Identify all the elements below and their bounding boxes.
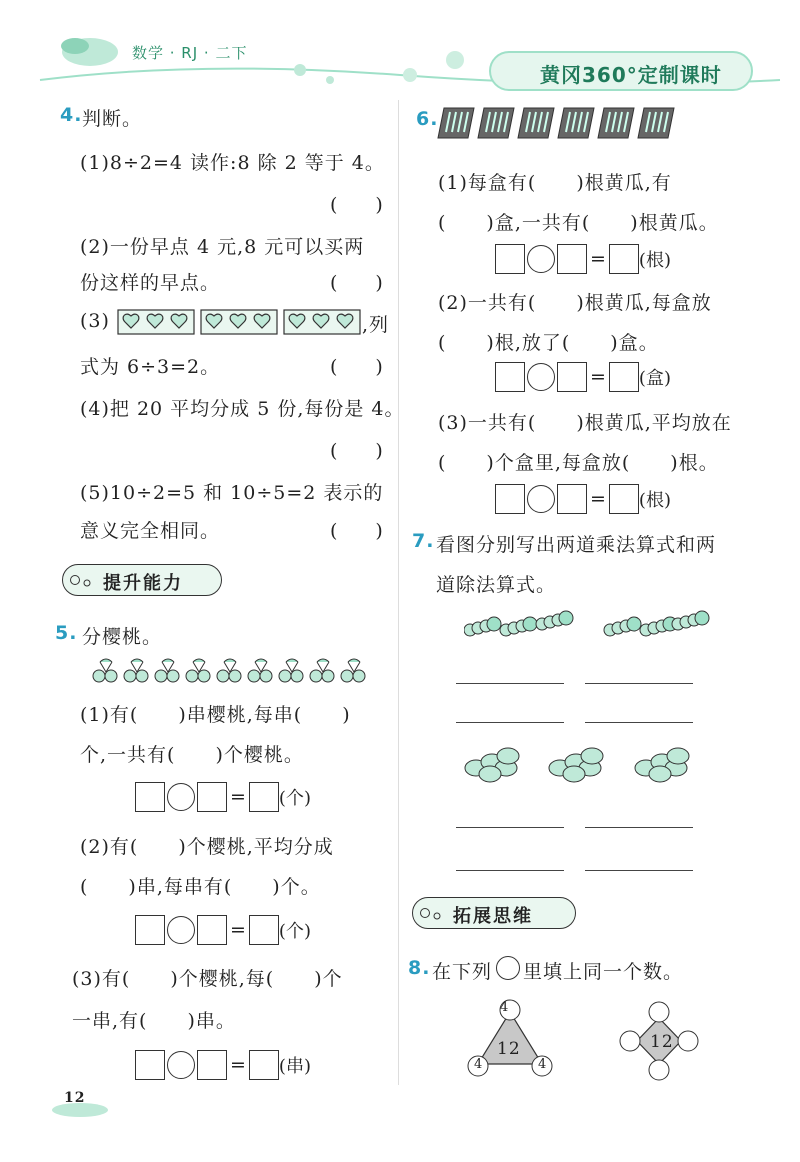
- section-title: 拓展思维: [453, 906, 533, 927]
- triangle-left-value: 4: [474, 1057, 484, 1072]
- answer-box[interactable]: [609, 362, 639, 392]
- equals-sign: =: [230, 1054, 246, 1076]
- answer-box[interactable]: [609, 244, 639, 274]
- equation-row-1: [135, 782, 311, 812]
- q4-item-2b: 份这样的早点。: [80, 272, 221, 294]
- header-subject: 数学 · RJ · 二下: [132, 44, 248, 62]
- q4-item-5b: 意义完全相同。: [80, 520, 221, 542]
- triangle-right-value: 4: [538, 1057, 548, 1072]
- equation-row-4: [495, 244, 671, 274]
- hearts-groups-image: [117, 308, 362, 336]
- section-banner-improve: [62, 564, 222, 596]
- caterpillars-image: [464, 600, 714, 644]
- answer-box[interactable]: [249, 915, 279, 945]
- q8-number: 8.: [408, 957, 431, 979]
- answer-box[interactable]: [135, 782, 165, 812]
- q5-line-3: (2)有( )个樱桃,平均分成: [80, 836, 334, 858]
- answer-line[interactable]: [456, 870, 564, 871]
- q6-line-2: ( )盒,一共有( )根黄瓜。: [438, 212, 719, 234]
- answer-line[interactable]: [585, 870, 693, 871]
- q4-item-1: (1)8÷2=4 读作:8 除 2 等于 4。: [80, 152, 385, 174]
- answer-box[interactable]: [557, 244, 587, 274]
- answer-box[interactable]: [135, 915, 165, 945]
- answer-paren: ( ): [330, 272, 383, 294]
- operator-circle[interactable]: [167, 783, 195, 811]
- operator-circle[interactable]: [167, 916, 195, 944]
- answer-line[interactable]: [585, 722, 693, 723]
- bubbles-icon: [419, 904, 449, 922]
- q6-line-6: ( )个盒里,每盒放( )根。: [438, 452, 719, 474]
- answer-box[interactable]: [495, 484, 525, 514]
- q5-line-1: (1)有( )串樱桃,每串( ): [80, 704, 351, 726]
- answer-box[interactable]: [557, 362, 587, 392]
- q7-line-1: 看图分别写出两道乘法算式和两: [436, 534, 717, 556]
- answer-line[interactable]: [585, 683, 693, 684]
- diamond-center-value: 12: [650, 1032, 674, 1052]
- equation-row-6: [495, 484, 671, 514]
- unit-label: (个): [278, 921, 311, 942]
- q5-line-4: ( )串,每串有( )个。: [80, 876, 321, 898]
- q5-line-2: 个,一共有( )个樱桃。: [80, 744, 304, 766]
- answer-line[interactable]: [456, 827, 564, 828]
- answer-line[interactable]: [585, 827, 693, 828]
- q5-number: 5.: [55, 622, 78, 644]
- unit-label: (个): [278, 788, 311, 809]
- answer-paren: ( ): [330, 356, 383, 378]
- q7-line-2: 道除法算式。: [436, 574, 557, 596]
- answer-box[interactable]: [249, 782, 279, 812]
- equation-row-2: [135, 915, 311, 945]
- answer-line[interactable]: [456, 683, 564, 684]
- q5-line-5: (3)有( )个樱桃,每( )个: [72, 968, 343, 990]
- q6-line-3: (2)一共有( )根黄瓜,每盒放: [438, 292, 712, 314]
- unit-label: (根): [638, 250, 671, 271]
- equals-sign: =: [590, 488, 606, 510]
- header-brand: 黄冈360°定制课时: [540, 63, 722, 87]
- equation-row-5: [495, 362, 671, 392]
- q8-text-before: 在下列: [432, 961, 493, 983]
- equation-row-3: [135, 1050, 311, 1080]
- answer-box[interactable]: [197, 915, 227, 945]
- operator-circle[interactable]: [527, 363, 555, 391]
- q4-item-3: (3): [80, 310, 110, 332]
- answer-paren: ( ): [330, 440, 383, 462]
- q4-number: 4.: [60, 104, 83, 126]
- bubbles-icon: [69, 571, 99, 589]
- q4-item-2: (2)一份早点 4 元,8 元可以买两: [80, 236, 365, 258]
- q4-item-3b: 式为 6÷3=2。: [80, 356, 221, 378]
- answer-box[interactable]: [557, 484, 587, 514]
- cucumber-boxes-image: [436, 104, 676, 142]
- q6-line-1: (1)每盒有( )根黄瓜,有: [438, 172, 672, 194]
- answer-paren: ( ): [330, 194, 383, 216]
- q4-item-5: (5)10÷2=5 和 10÷5=2 表示的: [80, 482, 384, 504]
- unit-label: (根): [638, 490, 671, 511]
- answer-line[interactable]: [456, 722, 564, 723]
- q4-title: 判断。: [82, 108, 143, 130]
- answer-paren: ( ): [330, 520, 383, 542]
- cherries-image: [92, 656, 372, 686]
- answer-box[interactable]: [197, 782, 227, 812]
- q8-text-after: 里填上同一个数。: [523, 961, 684, 983]
- answer-box[interactable]: [609, 484, 639, 514]
- operator-circle[interactable]: [527, 245, 555, 273]
- q6-line-4: ( )根,放了( )盒。: [438, 332, 659, 354]
- triangle-top-value: 4: [500, 1000, 510, 1015]
- q4-item-4: (4)把 20 平均分成 5 份,每份是 4。: [80, 398, 405, 420]
- q5-line-6: 一串,有( )串。: [72, 1010, 236, 1032]
- page-number: 12: [64, 1090, 86, 1106]
- column-divider: [398, 100, 399, 1085]
- operator-circle[interactable]: [527, 485, 555, 513]
- eggs-image: [462, 740, 712, 790]
- equals-sign: =: [590, 366, 606, 388]
- example-circle: [496, 956, 520, 980]
- equals-sign: =: [230, 786, 246, 808]
- answer-box[interactable]: [495, 244, 525, 274]
- answer-box[interactable]: [197, 1050, 227, 1080]
- section-title: 提升能力: [103, 573, 183, 594]
- equals-sign: =: [230, 919, 246, 941]
- triangle-center-value: 12: [497, 1039, 521, 1059]
- answer-box[interactable]: [135, 1050, 165, 1080]
- section-banner-expand: [412, 897, 576, 929]
- equals-sign: =: [590, 248, 606, 270]
- q4-item-3-tail: ,列: [362, 314, 390, 336]
- q5-title: 分樱桃。: [82, 626, 163, 648]
- answer-box[interactable]: [495, 362, 525, 392]
- q6-line-5: (3)一共有( )根黄瓜,平均放在: [438, 412, 732, 434]
- q6-number: 6.: [416, 108, 439, 130]
- answer-box[interactable]: [249, 1050, 279, 1080]
- unit-label: (盒): [638, 368, 671, 389]
- unit-label: (串): [278, 1056, 311, 1077]
- q7-number: 7.: [412, 530, 435, 552]
- operator-circle[interactable]: [167, 1051, 195, 1079]
